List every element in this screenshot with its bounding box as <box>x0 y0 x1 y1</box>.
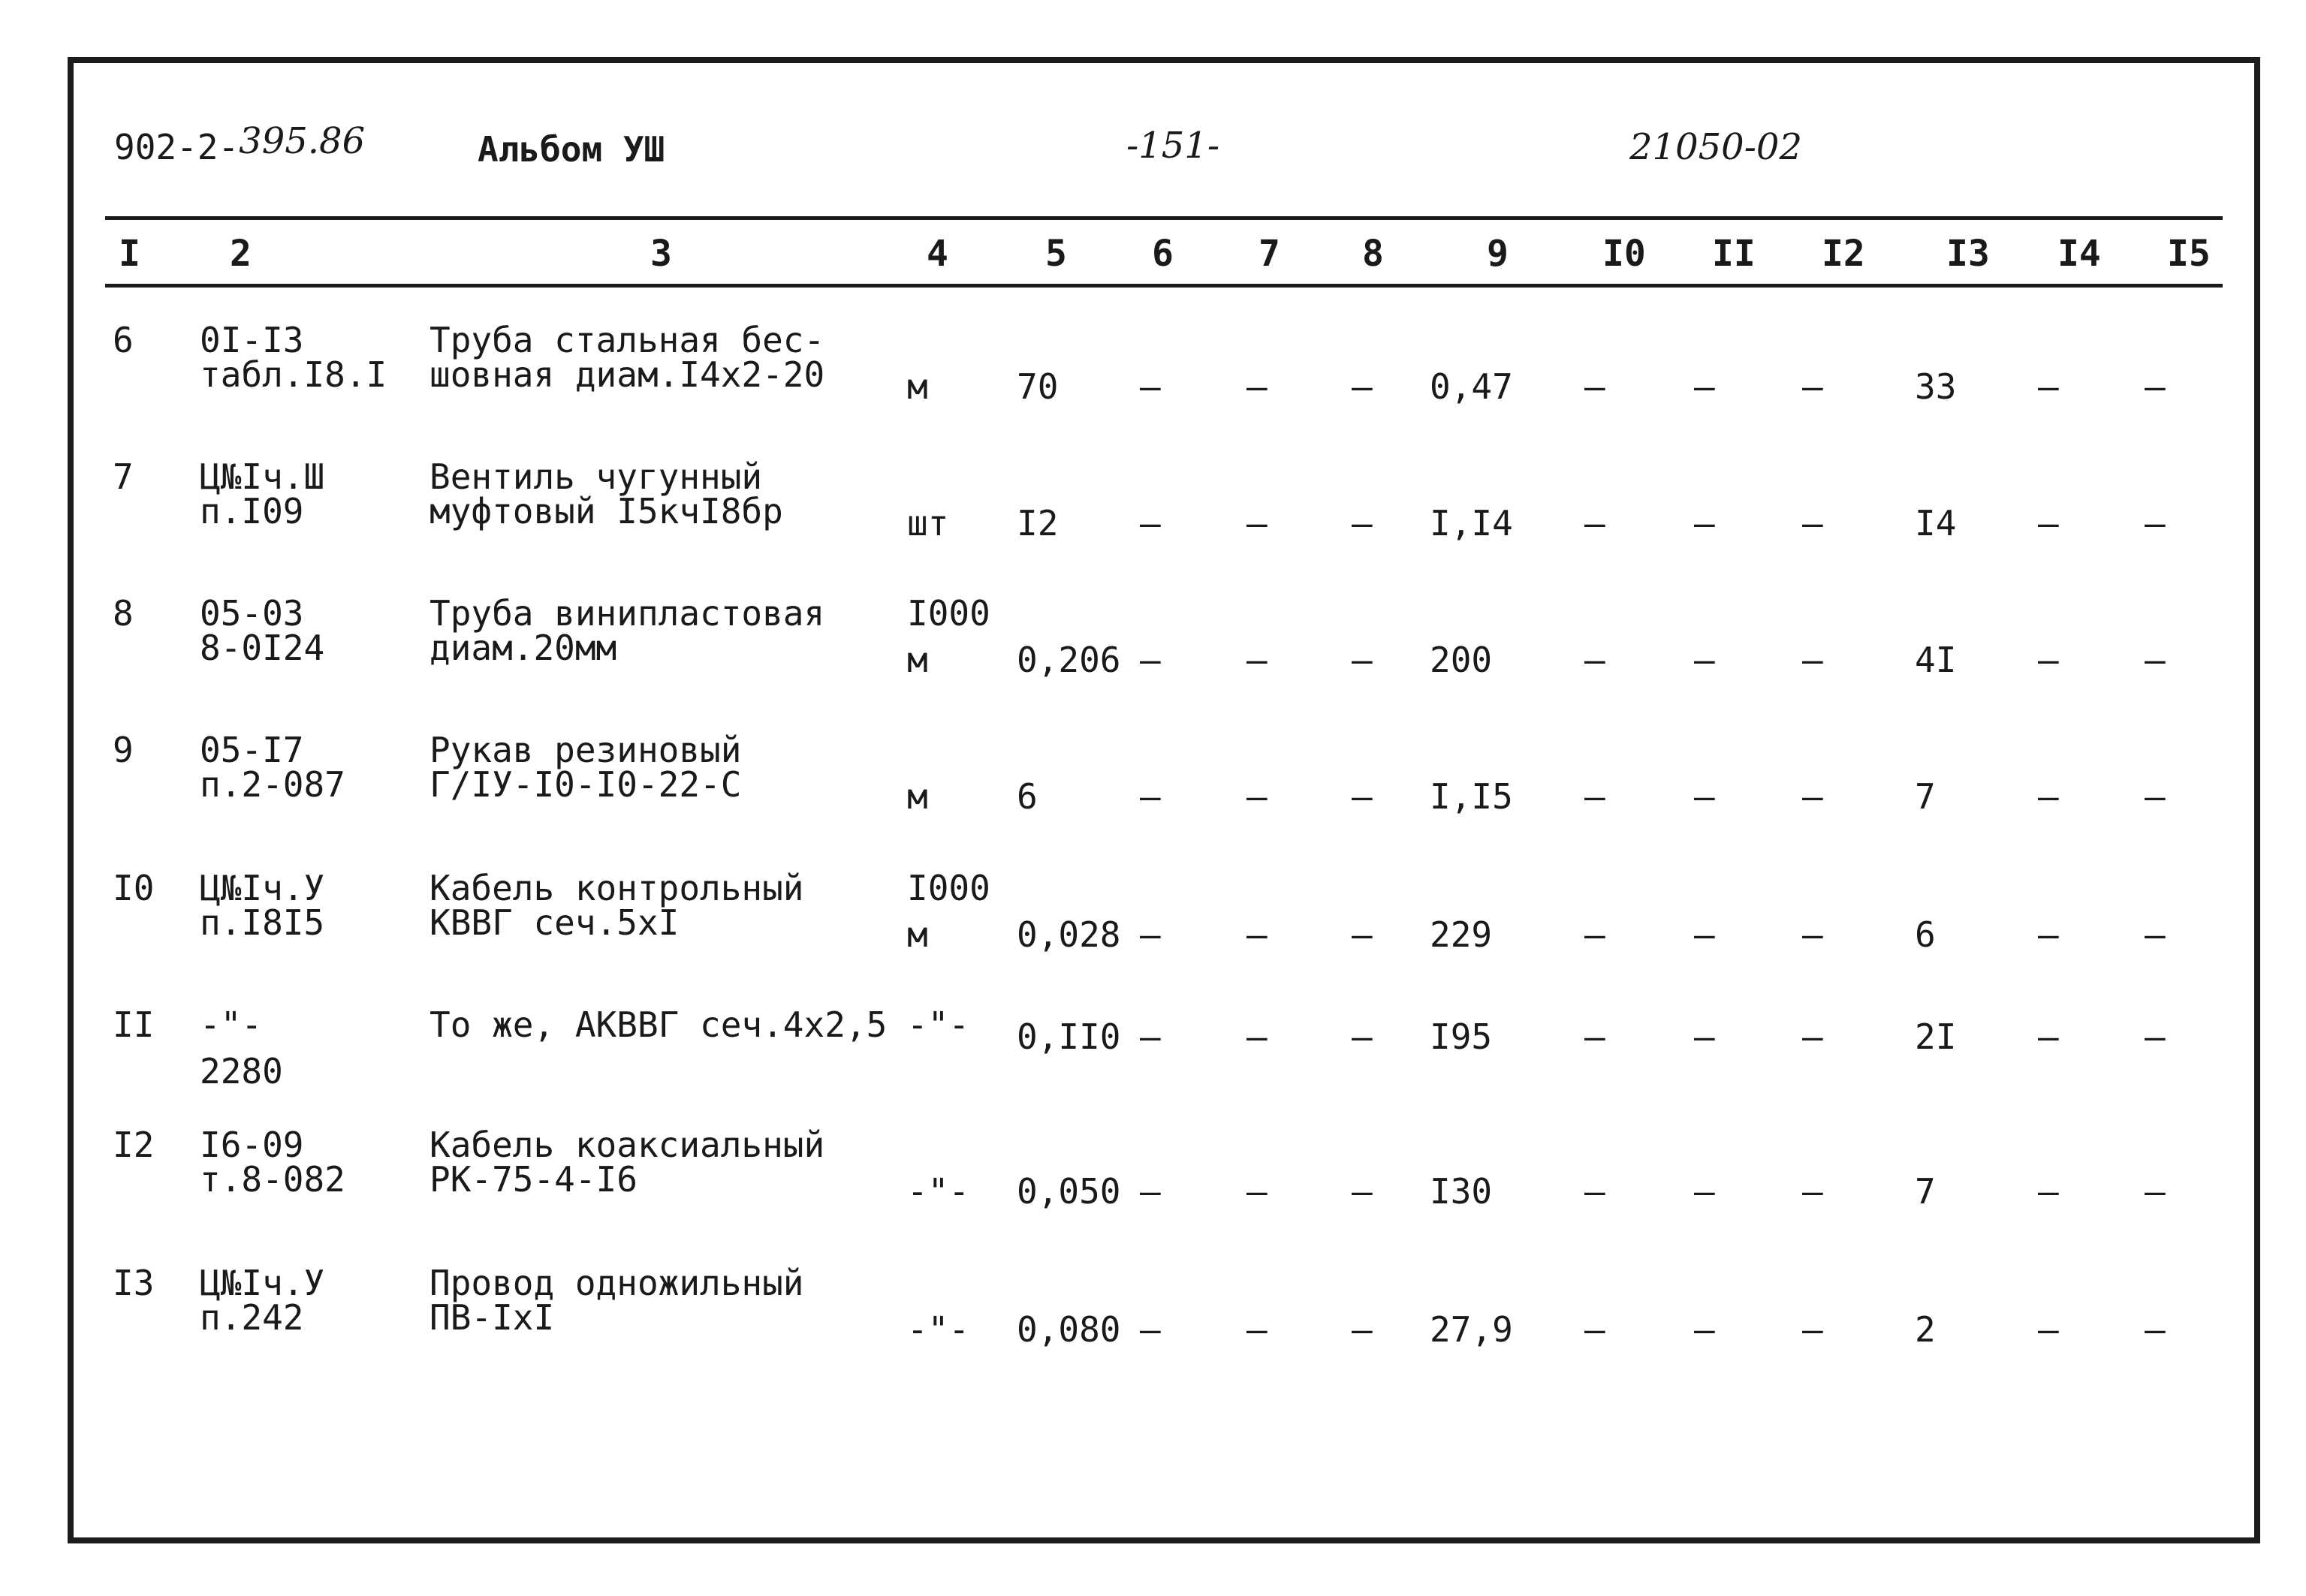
document-code-prefix: 902-2- <box>114 127 240 167</box>
row-col-15: – <box>2145 503 2166 544</box>
row-col-5: I2 <box>1017 503 1059 544</box>
row-code-line-2: табл.I8.I <box>200 354 387 395</box>
album-label: Альбом УШ <box>478 129 665 170</box>
row-col-7: – <box>1246 366 1268 407</box>
column-number-9: 9 <box>1487 233 1509 275</box>
row-col-5: 0,206 <box>1017 640 1121 680</box>
row-col-10: – <box>1584 366 1605 407</box>
row-unit-line-2: -"- <box>907 1171 970 1212</box>
row-col-15: – <box>2145 914 2166 955</box>
row-col-12: – <box>1802 1016 1823 1057</box>
row-col-11: – <box>1694 1016 1715 1057</box>
row-number: I0 <box>113 868 155 908</box>
header-rule-top <box>105 216 2223 220</box>
row-col-12: – <box>1802 1171 1823 1212</box>
row-col-12: – <box>1802 366 1823 407</box>
row-number: 9 <box>113 730 134 770</box>
row-number: I2 <box>113 1125 155 1165</box>
row-col-11: – <box>1694 366 1715 407</box>
row-number: I3 <box>113 1263 155 1303</box>
row-col-7: – <box>1246 640 1268 680</box>
row-col-6: – <box>1140 914 1161 955</box>
row-col-13: 2 <box>1915 1309 1936 1350</box>
row-col-6: – <box>1140 366 1161 407</box>
row-col-14: – <box>2038 1171 2059 1212</box>
row-col-9: 200 <box>1430 640 1493 680</box>
row-col-7: – <box>1246 1016 1268 1057</box>
row-code-line-2: п.242 <box>200 1297 304 1338</box>
row-name-line-1: Вентиль чугунный <box>430 456 763 497</box>
row-name-line-2: ПВ-IхI <box>430 1297 555 1338</box>
row-unit-line-1: I000 <box>907 868 990 908</box>
row-col-15: – <box>2145 1016 2166 1057</box>
column-number-10: I0 <box>1602 233 1646 275</box>
row-col-14: – <box>2038 914 2059 955</box>
row-col-7: – <box>1246 1309 1268 1350</box>
row-unit-line-2: м <box>907 366 928 407</box>
row-col-13: 4I <box>1915 640 1957 680</box>
row-code-line-1: I6-09 <box>200 1125 304 1165</box>
row-col-6: – <box>1140 1171 1161 1212</box>
row-number: II <box>113 1004 155 1045</box>
row-col-14: – <box>2038 366 2059 407</box>
row-unit-line-2: м <box>907 640 928 680</box>
row-col-11: – <box>1694 776 1715 817</box>
row-col-13: 7 <box>1915 1171 1936 1212</box>
row-name-line-1: Провод одножильный <box>430 1263 804 1303</box>
column-number-5: 5 <box>1045 233 1067 275</box>
row-col-13: 2I <box>1915 1016 1957 1057</box>
row-unit-line-1: I000 <box>907 593 990 634</box>
row-col-10: – <box>1584 640 1605 680</box>
column-number-15: I5 <box>2167 233 2211 275</box>
row-unit-line-2: м <box>907 914 928 955</box>
row-code-line-2: п.I09 <box>200 491 304 531</box>
row-col-11: – <box>1694 1171 1715 1212</box>
row-name-line-2: Г/IУ-I0-I0-22-С <box>430 764 742 805</box>
row-col-14: – <box>2038 1309 2059 1350</box>
row-col-9: I,I5 <box>1430 776 1513 817</box>
row-col-6: – <box>1140 640 1161 680</box>
row-name-line-1: Кабель коаксиальный <box>430 1125 825 1165</box>
row-col-8: – <box>1352 776 1373 817</box>
row-col-14: – <box>2038 776 2059 817</box>
row-col-10: – <box>1584 914 1605 955</box>
row-col-13: 33 <box>1915 366 1957 407</box>
row-col-6: – <box>1140 1016 1161 1057</box>
column-number-11: II <box>1712 233 1756 275</box>
row-code-line-1: 0I-I3 <box>200 320 304 360</box>
row-col-10: – <box>1584 1309 1605 1350</box>
row-col-5: 70 <box>1017 366 1059 407</box>
row-col-6: – <box>1140 776 1161 817</box>
row-col-13: 6 <box>1915 914 1936 955</box>
row-name-line-2: диам.20мм <box>430 628 617 668</box>
row-col-12: – <box>1802 640 1823 680</box>
row-col-12: – <box>1802 914 1823 955</box>
row-name-line-2: шовная диам.I4х2-20 <box>430 354 825 395</box>
column-number-1: I <box>119 233 140 275</box>
row-col-14: – <box>2038 1016 2059 1057</box>
row-col-13: 7 <box>1915 776 1936 817</box>
row-number: 7 <box>113 456 134 497</box>
row-name-line-2: РК-75-4-I6 <box>430 1159 638 1200</box>
column-number-7: 7 <box>1259 233 1280 275</box>
column-number-8: 8 <box>1362 233 1384 275</box>
row-col-15: – <box>2145 1309 2166 1350</box>
row-col-15: – <box>2145 640 2166 680</box>
row-col-9: I30 <box>1430 1171 1493 1212</box>
row-code-line-1: Ц№Iч.У <box>200 868 325 908</box>
row-col-14: – <box>2038 640 2059 680</box>
row-col-9: 27,9 <box>1430 1309 1513 1350</box>
row-name-line-1: Рукав резиновый <box>430 730 742 770</box>
row-code-line-1: 05-I7 <box>200 730 304 770</box>
document-code <box>114 120 366 168</box>
row-col-7: – <box>1246 1171 1268 1212</box>
row-col-11: – <box>1694 503 1715 544</box>
row-col-12: – <box>1802 1309 1823 1350</box>
row-unit-line-2: -"- <box>907 1309 970 1350</box>
row-col-7: – <box>1246 776 1268 817</box>
row-col-5: 6 <box>1017 776 1038 817</box>
row-col-12: – <box>1802 776 1823 817</box>
document-code-handwritten: 395.86 <box>239 120 366 162</box>
row-col-8: – <box>1352 1016 1373 1057</box>
row-name-line-2: КВВГ сеч.5хI <box>430 902 680 943</box>
row-col-8: – <box>1352 1171 1373 1212</box>
row-col-10: – <box>1584 1171 1605 1212</box>
header-rule-bottom <box>105 284 2223 288</box>
row-col-8: – <box>1352 366 1373 407</box>
row-col-6: – <box>1140 503 1161 544</box>
row-col-7: – <box>1246 914 1268 955</box>
row-unit-line-1: -"- <box>907 1004 970 1045</box>
row-col-8: – <box>1352 1309 1373 1350</box>
row-col-7: – <box>1246 503 1268 544</box>
row-name-line-1: Труба стальная бес- <box>430 320 825 360</box>
row-col-15: – <box>2145 1171 2166 1212</box>
column-number-2: 2 <box>230 233 252 275</box>
row-col-5: 0,050 <box>1017 1171 1121 1212</box>
row-code-line-1: Ц№Iч.У <box>200 1263 325 1303</box>
row-col-9: I95 <box>1430 1016 1493 1057</box>
row-col-10: – <box>1584 1016 1605 1057</box>
row-col-9: I,I4 <box>1430 503 1513 544</box>
column-number-6: 6 <box>1152 233 1174 275</box>
row-col-13: I4 <box>1915 503 1957 544</box>
project-number: 21050-02 <box>1629 126 1802 168</box>
row-col-5: 0,II0 <box>1017 1016 1121 1057</box>
row-col-8: – <box>1352 914 1373 955</box>
row-code-line-1: 05-03 <box>200 593 304 634</box>
row-col-5: 0,080 <box>1017 1309 1121 1350</box>
row-col-10: – <box>1584 776 1605 817</box>
row-code-line-2: 2280 <box>200 1051 283 1092</box>
row-number: 6 <box>113 320 134 360</box>
row-name-line-1: То же, АКВВГ сеч.4х2,5 <box>430 1004 888 1045</box>
column-number-4: 4 <box>927 233 948 275</box>
row-col-14: – <box>2038 503 2059 544</box>
row-name-line-2: муфтовый I5кчI8бр <box>430 491 783 531</box>
row-col-11: – <box>1694 1309 1715 1350</box>
row-col-12: – <box>1802 503 1823 544</box>
row-code-line-2: т.8-082 <box>200 1159 345 1200</box>
row-code-line-2: п.I8I5 <box>200 902 325 943</box>
row-unit-line-2: м <box>907 776 928 817</box>
row-col-15: – <box>2145 366 2166 407</box>
row-code-line-1: Ц№Iч.Ш <box>200 456 325 497</box>
row-unit-line-2: шт <box>907 503 949 544</box>
column-number-14: I4 <box>2057 233 2101 275</box>
row-col-6: – <box>1140 1309 1161 1350</box>
row-col-8: – <box>1352 503 1373 544</box>
row-code-line-2: п.2-087 <box>200 764 345 805</box>
row-col-15: – <box>2145 776 2166 817</box>
row-col-9: 0,47 <box>1430 366 1513 407</box>
row-col-10: – <box>1584 503 1605 544</box>
column-number-13: I3 <box>1946 233 1990 275</box>
row-col-11: – <box>1694 914 1715 955</box>
row-code-line-2: 8-0I24 <box>200 628 325 668</box>
row-name-line-1: Труба винипластовая <box>430 593 825 634</box>
row-number: 8 <box>113 593 134 634</box>
row-col-9: 229 <box>1430 914 1493 955</box>
row-col-5: 0,028 <box>1017 914 1121 955</box>
column-number-3: 3 <box>650 233 672 275</box>
column-number-12: I2 <box>1822 233 1865 275</box>
row-code-line-1: -"- <box>200 1004 263 1045</box>
row-col-8: – <box>1352 640 1373 680</box>
page-number: -151- <box>1126 125 1220 167</box>
row-col-11: – <box>1694 640 1715 680</box>
row-name-line-1: Кабель контрольный <box>430 868 804 908</box>
